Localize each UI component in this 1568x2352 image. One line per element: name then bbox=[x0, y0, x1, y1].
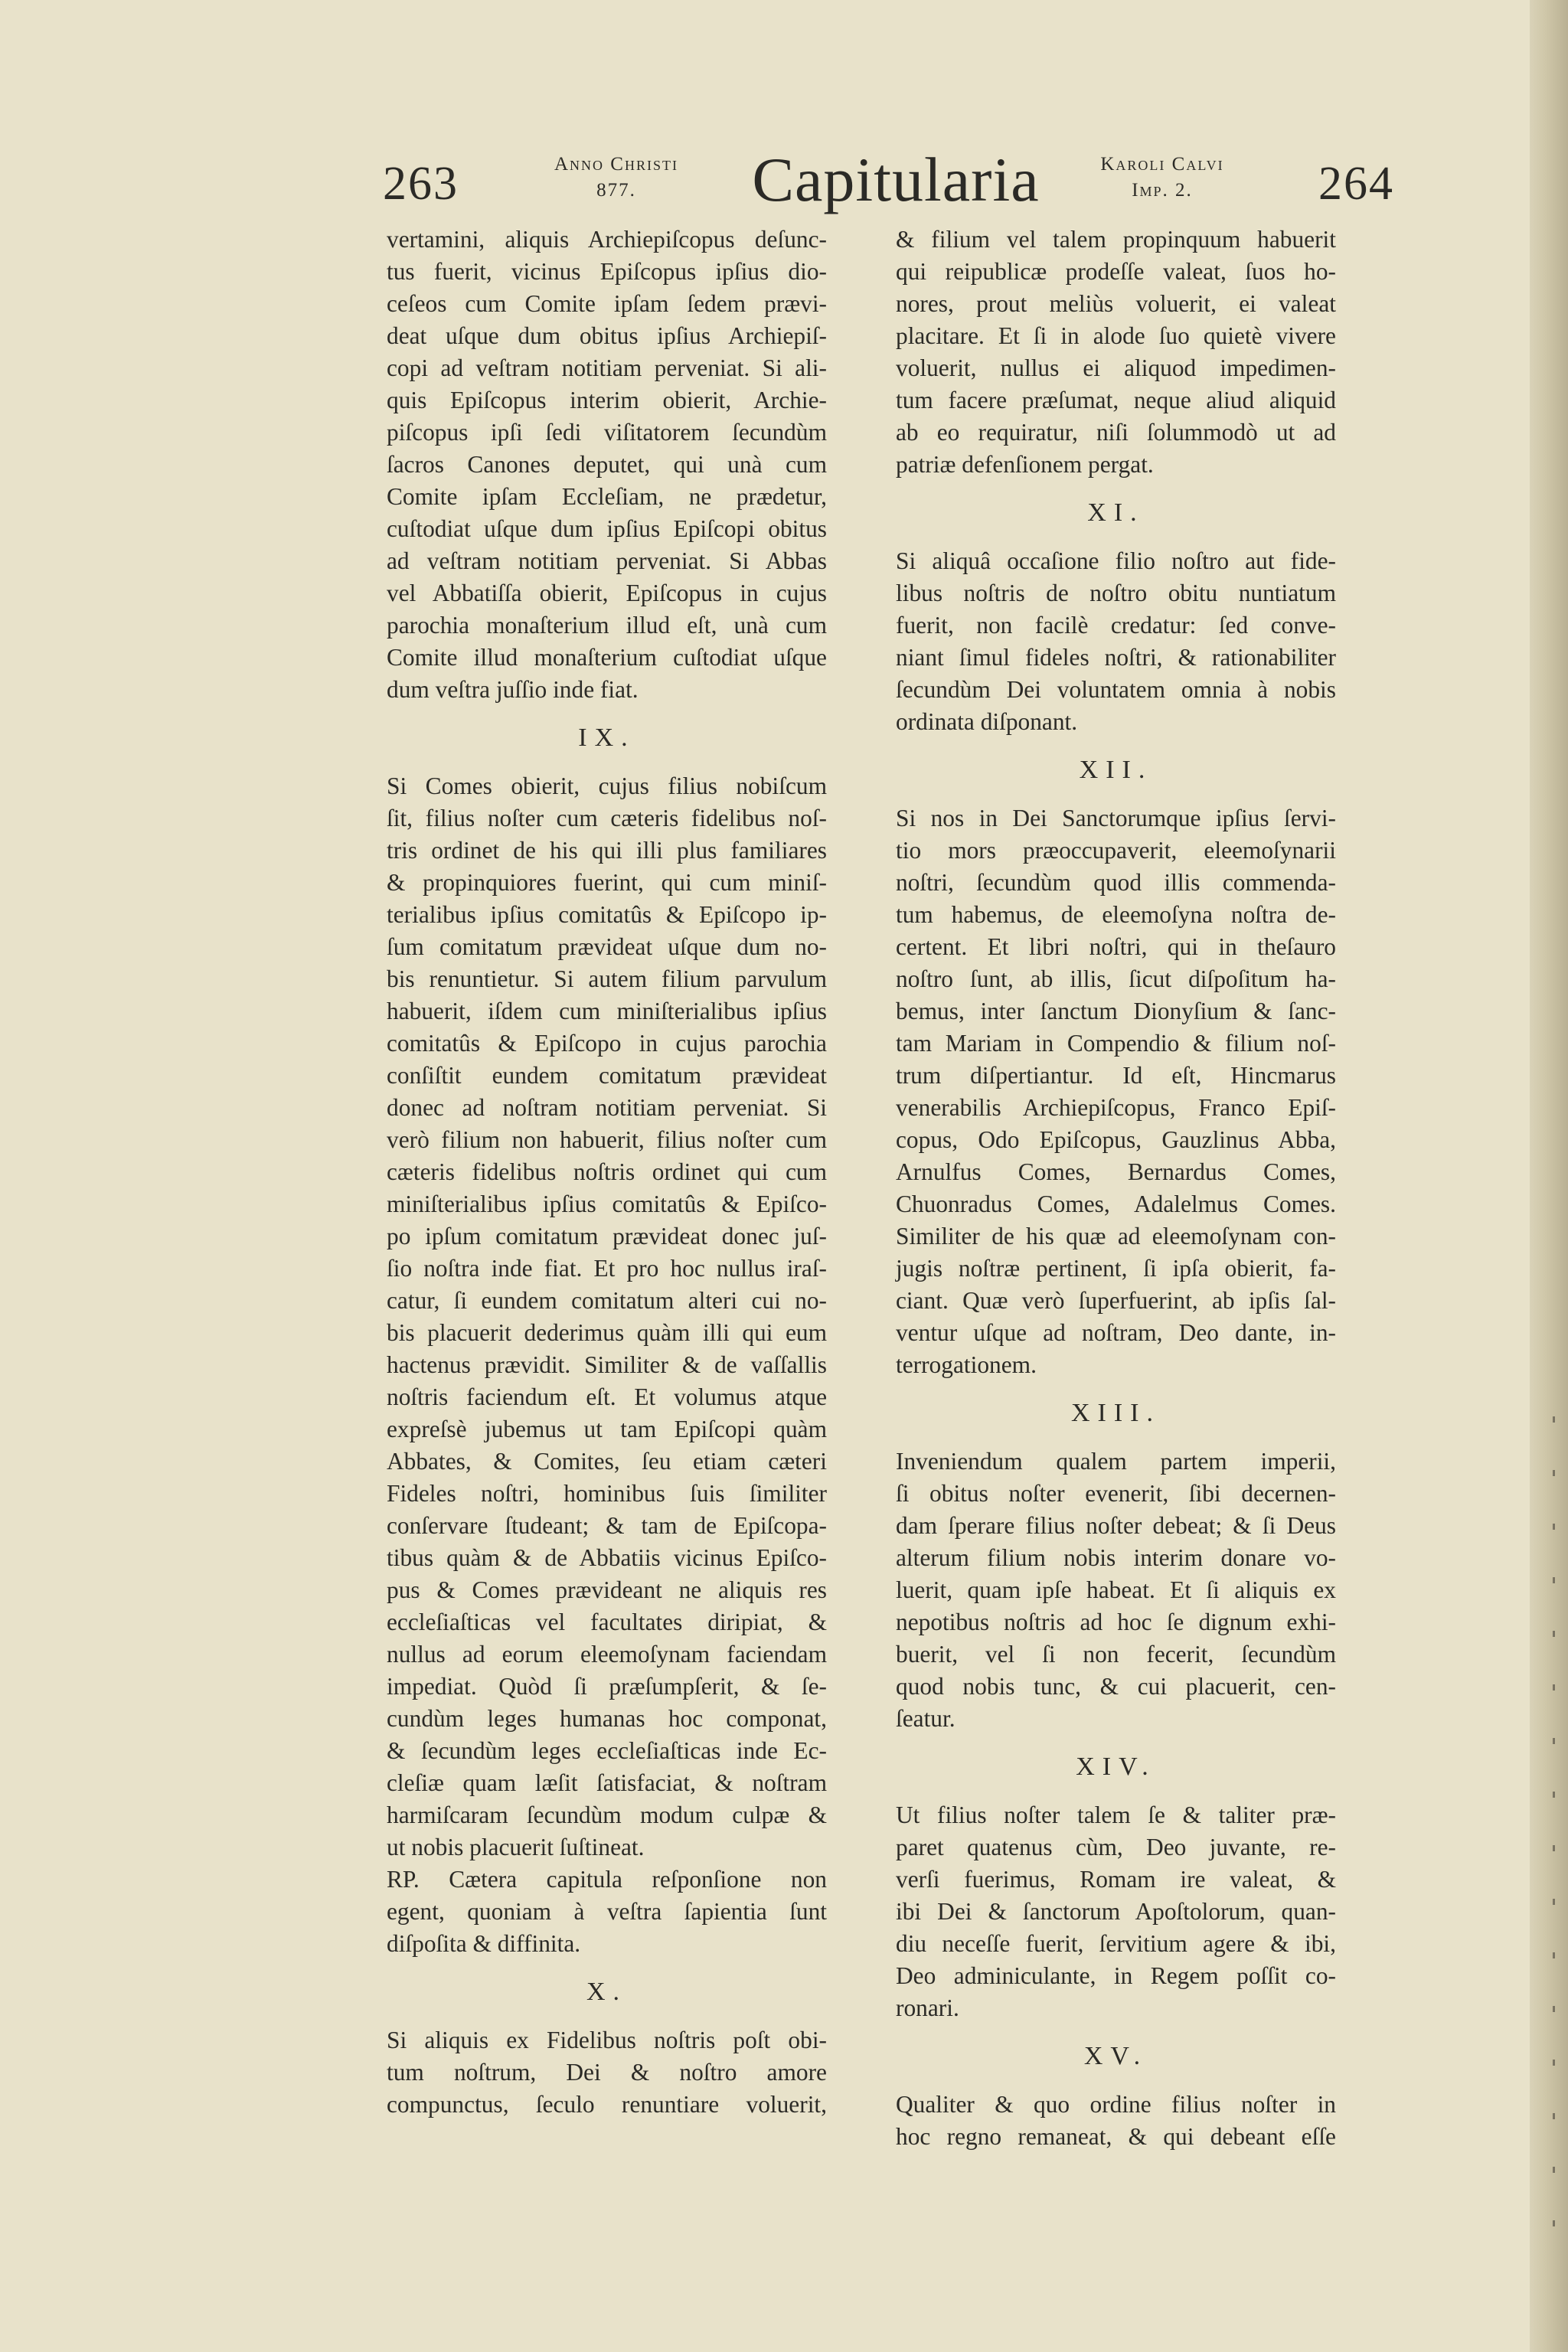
text-line: & filium vel talem propinquum habuerit bbox=[896, 226, 1336, 253]
text-line: RP. Cætera capitula reſponſione non bbox=[387, 1866, 827, 1893]
text-line: tum habemus, de eleemoſyna noſtra de- bbox=[896, 901, 1336, 928]
text-line: Inveniendum qualem partem imperii, bbox=[896, 1448, 1336, 1475]
text-line: Deo adminiculante, in Regem poſſit co- bbox=[896, 1962, 1336, 1989]
text-line: harmiſcaram ſecundùm modum culpæ & bbox=[387, 1802, 827, 1828]
text-line: miniſterialibus ipſius comitatûs & Epiſco- bbox=[387, 1191, 827, 1217]
text-line: hactenus prævidit. Similiter & de vaſſallis bbox=[387, 1351, 827, 1378]
text-line: hoc regno remaneat, & qui debeant eſſe bbox=[896, 2123, 1336, 2150]
text-line: ad veſtram notitiam perveniat. Si Abbas bbox=[387, 547, 827, 574]
section-heading: XV. bbox=[1083, 2042, 1148, 2070]
text-line: terrogationem. bbox=[896, 1351, 1037, 1378]
text-line: pus & Comes prævideant ne aliquis res bbox=[387, 1576, 827, 1603]
year-label: Anno Christi bbox=[554, 154, 678, 175]
text-line: ſacros Canones deputet, qui unà cum bbox=[387, 451, 827, 478]
text-line: alterum filium nobis interim donare vo- bbox=[896, 1544, 1336, 1571]
text-line: Ut filius noſter talem ſe & taliter præ- bbox=[896, 1802, 1336, 1828]
text-line: comitatûs & Epiſcopo in cujus parochia bbox=[387, 1030, 827, 1057]
text-line: verò filium non habuerit, filius noſter cum bbox=[387, 1126, 827, 1153]
text-line: tibus quàm & de Abbatiis vicinus Epiſco- bbox=[387, 1544, 827, 1571]
section-gap bbox=[896, 1429, 1336, 1446]
text-line: & propinquiores fuerint, qui cum miniſ- bbox=[387, 869, 827, 896]
section-gap bbox=[387, 1960, 827, 1976]
text-line: ordinata diſponant. bbox=[896, 708, 1078, 735]
text-line: luerit, quam ipſe habeat. Et ſi aliquis ex bbox=[896, 1576, 1336, 1603]
section-heading: X. bbox=[586, 1978, 628, 2006]
text-line: ſi obitus noſter evenerit, ſibi decernen- bbox=[896, 1480, 1336, 1507]
text-line: vertamini, aliquis Archiepiſcopus deſunc- bbox=[387, 226, 827, 253]
text-line: dam ſperare filius noſter debeat; & ſi Deus bbox=[896, 1512, 1336, 1539]
section-gap bbox=[896, 2024, 1336, 2040]
text-line: bis renuntietur. Si autem filium parvulum bbox=[387, 965, 827, 992]
section-gap bbox=[896, 1783, 1336, 1799]
text-line: copi ad veſtram notitiam perveniat. Si ali- bbox=[387, 354, 827, 381]
text-line: venerabilis Archiepiſcopus, Franco Epiſ- bbox=[896, 1094, 1336, 1121]
text-line: tris ordinet de his qui illi plus familiares bbox=[387, 837, 827, 864]
text-line: placitare. Et ſi in alode ſuo quietè vivere bbox=[896, 322, 1336, 349]
text-line: patriæ defenſionem pergat. bbox=[896, 451, 1154, 478]
section-gap bbox=[896, 529, 1336, 545]
text-line: cundùm leges humanas hoc componat, bbox=[387, 1705, 827, 1732]
text-line: Qualiter & quo ordine filius noſter in bbox=[896, 2091, 1336, 2118]
section-gap bbox=[387, 754, 827, 770]
section-heading: XIII. bbox=[1070, 1399, 1161, 1427]
text-line: Si Comes obierit, cujus filius nobiſcum bbox=[387, 773, 827, 799]
text-line: habuerit, iſdem cum miniſterialibus ipſius bbox=[387, 998, 827, 1024]
text-line: ſum comitatum prævideat uſque dum no- bbox=[387, 933, 827, 960]
text-line: copus, Odo Epiſcopus, Gauzlinus Abba, bbox=[896, 1126, 1336, 1153]
text-line: Arnulfus Comes, Bernardus Comes, bbox=[896, 1158, 1336, 1185]
page-title: Capitularia bbox=[752, 145, 1040, 214]
year-annotation bbox=[524, 152, 708, 204]
text-line: ſio noſtra inde fiat. Et pro hoc nullus iraſ- bbox=[387, 1255, 827, 1282]
text-line: ceſeos cum Comite ipſam ſedem prævi- bbox=[387, 290, 827, 317]
text-line: nepotibus noſtris ad hoc ſe dignum exhi- bbox=[896, 1609, 1336, 1635]
text-line: Si aliquâ occaſione filio noſtro aut fide- bbox=[896, 547, 1336, 574]
text-line: tio mors præoccupaverit, eleemoſynarii bbox=[896, 837, 1336, 864]
text-line: po ipſum comitatum prævideat donec juſ- bbox=[387, 1223, 827, 1250]
reign-annotation bbox=[1070, 152, 1254, 204]
text-line: noſtro ſunt, ab illis, ſicut diſpoſitum ha- bbox=[896, 965, 1336, 992]
text-line: jugis noſtræ pertinent, ſi ipſa obierit, fa- bbox=[896, 1255, 1336, 1282]
section-gap bbox=[387, 2008, 827, 2024]
section-heading: XIV. bbox=[1076, 1753, 1156, 1781]
section-gap bbox=[387, 706, 827, 722]
text-line: vel Abbatiſſa obierit, Epiſcopus in cujus bbox=[387, 580, 827, 606]
text-line: Si aliquis ex Fidelibus noſtris poſt obi- bbox=[387, 2027, 827, 2053]
text-line: nullus ad eorum eleemoſynam faciendam bbox=[387, 1641, 827, 1668]
text-line: certent. Et libri noſtri, qui in theſauro bbox=[896, 933, 1336, 960]
section-gap bbox=[896, 2073, 1336, 2089]
section-gap bbox=[896, 1735, 1336, 1751]
text-line: terialibus ipſius comitatûs & Epiſcopo ip- bbox=[387, 901, 827, 928]
text-line: paret quatenus cùm, Deo juvante, re- bbox=[896, 1834, 1336, 1860]
text-line: ſecundùm Dei voluntatem omnia à nobis bbox=[896, 676, 1336, 703]
text-line: nores, prout meliùs voluerit, ei valeat bbox=[896, 290, 1336, 317]
text-line: ciant. Quæ verò ſuperfuerint, ab ipſis ſal- bbox=[896, 1287, 1336, 1314]
section-gap bbox=[896, 786, 1336, 802]
text-line: cleſiæ quam læſit ſatisfaciat, & noſtram bbox=[387, 1769, 827, 1796]
text-line: Fideles noſtri, hominibus ſuis ſimiliter bbox=[387, 1480, 827, 1507]
text-line: voluerit, nullus ei aliquod impedimen- bbox=[896, 354, 1336, 381]
text-line: egent, quoniam à veſtra ſapientia ſunt bbox=[387, 1898, 827, 1925]
text-line: tum facere præſumat, neque aliud aliquid bbox=[896, 387, 1336, 413]
text-line: fuerit, non facilè credatur: ſed conve- bbox=[896, 612, 1336, 639]
text-line: impediat. Quòd ſi præſumpſerit, & ſe- bbox=[387, 1673, 827, 1700]
section-gap bbox=[896, 1381, 1336, 1397]
text-line: parochia monaſterium illud eſt, unà cum bbox=[387, 612, 827, 639]
reign-year: Imp. 2. bbox=[1132, 180, 1193, 201]
text-line: bemus, inter ſanctum Dionyſium & ſanc- bbox=[896, 998, 1336, 1024]
text-line: ſeatur. bbox=[896, 1705, 956, 1732]
text-line: tus fuerit, vicinus Epiſcopus ipſius dio- bbox=[387, 258, 827, 285]
text-line: ab eo requiratur, niſi ſolummodò ut ad bbox=[896, 419, 1336, 446]
text-line: trum diſpertiantur. Id eſt, Hincmarus bbox=[896, 1062, 1336, 1089]
text-line: diſpoſita & diffinita. bbox=[387, 1930, 581, 1957]
text-line: ut nobis placuerit ſuſtineat. bbox=[387, 1834, 645, 1860]
text-line: Abbates, & Comites, ſeu etiam cæteri bbox=[387, 1448, 827, 1475]
text-line: noſtri, ſecundùm quod illis commenda- bbox=[896, 869, 1336, 896]
section-gap bbox=[896, 738, 1336, 754]
text-line: Comite illud monaſterium cuſtodiat uſque bbox=[387, 644, 827, 671]
text-line: conſiſtit eundem comitatum prævideat bbox=[387, 1062, 827, 1089]
section-gap bbox=[896, 481, 1336, 497]
year-value: 877. bbox=[596, 180, 636, 201]
text-line: Si nos in Dei Sanctorumque ipſius ſervi- bbox=[896, 805, 1336, 831]
text-line: Similiter de his quæ ad eleemoſynam con- bbox=[896, 1223, 1336, 1250]
text-line: quod nobis tunc, & cui placuerit, cen- bbox=[896, 1673, 1336, 1700]
text-line: donec ad noſtram notitiam perveniat. Si bbox=[387, 1094, 827, 1121]
text-line: diu neceſſe fuerit, ſervitium agere & ibi, bbox=[896, 1930, 1336, 1957]
page-number-left: 263 bbox=[383, 158, 459, 210]
text-line: quis Epiſcopus interim obierit, Archie- bbox=[387, 387, 827, 413]
section-heading: XI. bbox=[1087, 498, 1145, 527]
text-line: ventur uſque ad noſtram, Deo dante, in- bbox=[896, 1319, 1336, 1346]
text-line: bis placuerit dederimus quàm illi qui eum bbox=[387, 1319, 827, 1346]
text-line: niant ſimul fideles noſtri, & rationabiliter bbox=[896, 644, 1336, 671]
running-header bbox=[0, 0, 1530, 230]
text-line: dum veſtra juſſio inde fiat. bbox=[387, 676, 639, 703]
text-line: qui reipublicæ prodeſſe valeat, ſuos ho- bbox=[896, 258, 1336, 285]
text-line: ſit, filius noſter cum cæteris fidelibus noſ- bbox=[387, 805, 827, 831]
text-line: buerit, vel ſi non fecerit, ſecundùm bbox=[896, 1641, 1336, 1668]
text-line: Comite ipſam Eccleſiam, ne prædetur, bbox=[387, 483, 827, 510]
text-line: & ſecundùm leges eccleſiaſticas inde Ec- bbox=[387, 1737, 827, 1764]
text-line: noſtris faciendum eſt. Et volumus atque bbox=[387, 1383, 827, 1410]
section-heading: XII. bbox=[1079, 756, 1153, 784]
text-line: expreſsè jubemus ut tam Epiſcopi quàm bbox=[387, 1416, 827, 1442]
page-edge-shadow bbox=[1530, 0, 1568, 2352]
text-column-left bbox=[387, 224, 827, 2121]
section-heading: IX. bbox=[578, 724, 635, 752]
text-column-right bbox=[896, 224, 1336, 2153]
text-line: cæteris fidelibus noſtris ordinet qui cum bbox=[387, 1158, 827, 1185]
text-line: conſervare ſtudeant; & tam de Epiſcopa- bbox=[387, 1512, 827, 1539]
text-line: verſi fuerimus, Romam ire valeat, & bbox=[896, 1866, 1336, 1893]
page-number-right: 264 bbox=[1318, 158, 1394, 210]
text-line: deat uſque dum obitus ipſius Archiepiſ- bbox=[387, 322, 827, 349]
text-line: ibi Dei & ſanctorum Apoſtolorum, quan- bbox=[896, 1898, 1336, 1925]
text-line: Chuonradus Comes, Adalelmus Comes. bbox=[896, 1191, 1336, 1217]
text-line: tam Mariam in Compendio & filium noſ- bbox=[896, 1030, 1336, 1057]
text-line: piſcopus ipſi ſedi viſitatorem ſecundùm bbox=[387, 419, 827, 446]
text-line: libus noſtris de noſtro obitu nuntiatum bbox=[896, 580, 1336, 606]
text-line: compunctus, ſeculo renuntiare voluerit, bbox=[387, 2091, 827, 2118]
text-line: catur, ſi eundem comitatum alteri cui no- bbox=[387, 1287, 827, 1314]
text-line: tum noſtrum, Dei & noſtro amore bbox=[387, 2059, 827, 2086]
text-line: ronari. bbox=[896, 1994, 959, 2021]
text-line: cuſtodiat uſque dum ipſius Epiſcopi obitus bbox=[387, 515, 827, 542]
reign-label: Karoli Calvi bbox=[1100, 154, 1224, 175]
text-line: eccleſiaſticas vel facultates diripiat, & bbox=[387, 1609, 827, 1635]
